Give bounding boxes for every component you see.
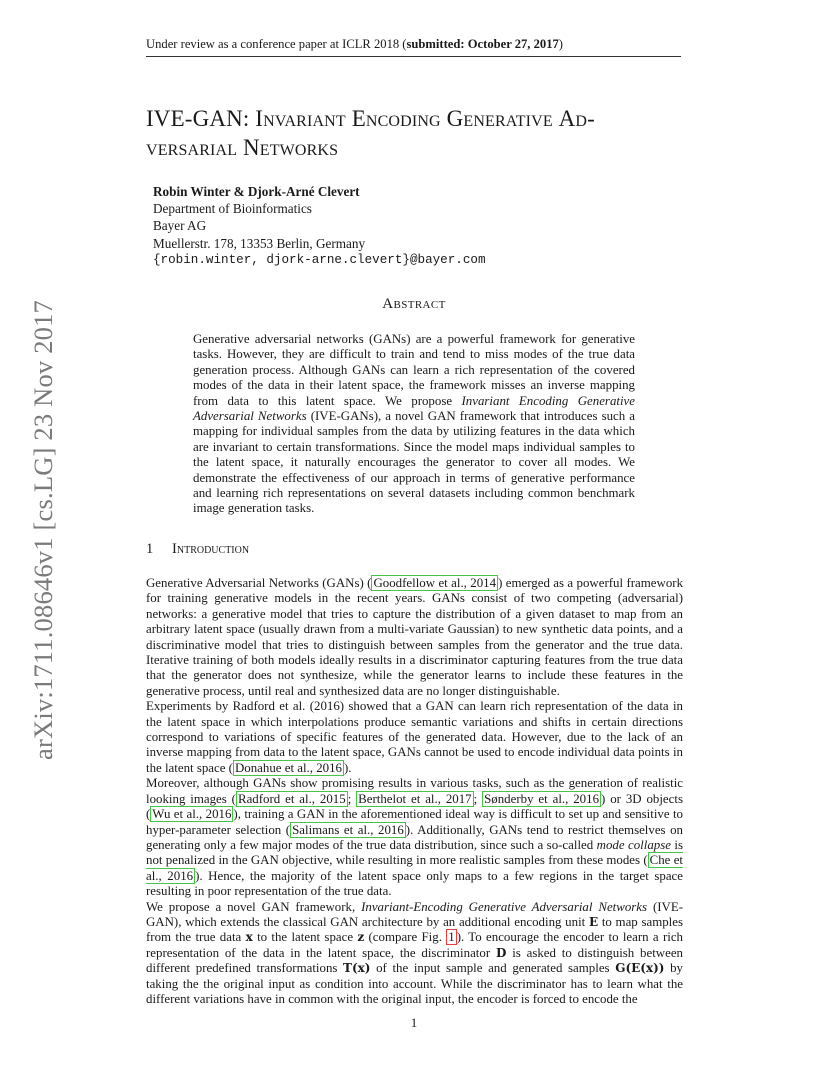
paragraph: We propose a novel GAN framework, Invariant-Encoding Generative Adversarial Networks (IVE-GAN), which extends the classical GAN architecture by an additional encoding unit E to map samples from the true data x to the latent space z (compare Fig. 1 ). To encourage the encoder to learn a rich representation of the data in the latent space, the discriminator D is asked to distinguish between different predefined transformations T(x) of the input sample and generated samples G(E(x)) by taking the the original input as condition into account. While the discriminator has to learn what the different variations have in common with the original input, the encoder is forced to encode the — [146, 899, 684, 1006]
citation-link[interactable]: Berthelot et al., 2017 — [358, 791, 472, 806]
submission-date: submitted: October 27, 2017 — [406, 37, 559, 51]
citation-link[interactable]: Radford et al., 2015 — [237, 791, 346, 806]
citation-link[interactable]: Wu et al., 2016 — [152, 807, 232, 822]
introduction-body — [146, 576, 683, 1007]
citation-link[interactable]: Donahue et al., 2016 — [234, 760, 343, 775]
abstract-text: Generative adversarial networks (GANs) are a powerful framework for generative tasks. However, they are difficult to train and tend to miss modes of the true data generation process. Although GANs can learn a rich representation of the covered modes of the data in their latent space, the framework misses an inverse mapping from data to this latent space. We propose Invariant Encoding Generative Adversarial Networks (IVE-GANs), a novel GAN framework that introduces such a mapping for individual samples from the data by utilizing features in the data which are invariant to certain transformations. Since the model maps individual samples to the latent space, it naturally encourages the generator to cover all modes. We demonstrate the effectiveness of our approach in terms of generative performance and learning rich representations on several datasets including common benchmark image generation tasks. — [193, 332, 635, 516]
author-email: {robin.winter, djork-arne.clevert}@bayer.com — [153, 252, 486, 267]
author-names: Robin Winter & Djork-Arné Clevert — [153, 184, 360, 199]
citation-link[interactable]: Che et al., 2016 — [146, 853, 683, 883]
arxiv-stamp: arXiv:1711.08646v1 [cs.LG] 23 Nov 2017 — [28, 299, 58, 760]
author-address: Muellerstr. 178, 13353 Berlin, Germany — [153, 235, 366, 251]
paragraph: Experiments by Radford et al. (2016) showed that a GAN can learn rich representation of the data in the latent space in which interpolations produce semantic variations and shifts in certain directions correspond to variations of specific features of the generated data. However, due to the lack of an inverse mapping from data to the latent space, GANs cannot be used to encode individual data points in the latent space ( Donahue et al., 2016 ). — [146, 699, 683, 775]
author-organization: Bayer AG — [153, 218, 207, 234]
citation-link[interactable]: Salimans et al., 2016 — [292, 822, 404, 837]
page-number: 1 — [410, 1015, 418, 1030]
citation-link[interactable]: Sønderby et al., 2016 — [484, 791, 600, 806]
author-department: Department of Bioinformatics — [153, 201, 312, 217]
figure-link[interactable]: 1 — [448, 930, 455, 945]
paragraph: Moreover, although GANs show promising results in various tasks, such as the generation of realistic looking images ( Radford et al., 2015 ; Berthelot et al., 2017 ; Sønderby et al., 2016 ) or 3D objects ( Wu et al., 2016 ), training a GAN in the aforementioned ideal way is difficult to set up and sensitive to hyper-parameter selection ( Salimans et al., 2016 ). Additionally, GANs tend to restrict themselves on generating only a few major modes of the true data distribution, since such a so-called mode collapse is not penalized in the GAN objective, while resulting in more realistic samples from these modes ( Che et al., 2016 ). Hence, the majority of the latent space only maps to a few regions in the target space resulting in poor representation of the true data. — [146, 776, 684, 899]
author-block — [153, 183, 486, 269]
paragraph: Generative Adversarial Networks (GANs) ( Goodfellow et al., 2014 ) emerged as a powerful framework for training generative models in the recent years. GANs consist of two competing (adversarial) networks: a generative model that tries to capture the distribution of a given dataset to map from an arbitrary latent space (usually drawn from a multi-variate Gaussian) to new synthetic data points, and a discriminative model that tries to distinguish between samples from the generator and the true data. Iterative training of both models ideally results in a discriminator capturing features from the true data that the generator does not synthesize, while the generator learns to include these features in the generative process, until real and synthesized data are no longer distinguishable. — [146, 576, 684, 698]
paper-title: IVE-GAN: Invariant Encoding Generative Ad- versarial Networks — [146, 106, 595, 160]
section-heading-introduction: 1 Introduction — [146, 541, 250, 557]
citation-link[interactable]: Goodfellow et al., 2014 — [373, 576, 497, 590]
abstract-heading: Abstract — [382, 296, 446, 312]
running-header: Under review as a conference paper at ICLR 2018 (submitted: October 27, 2017) — [146, 37, 681, 57]
